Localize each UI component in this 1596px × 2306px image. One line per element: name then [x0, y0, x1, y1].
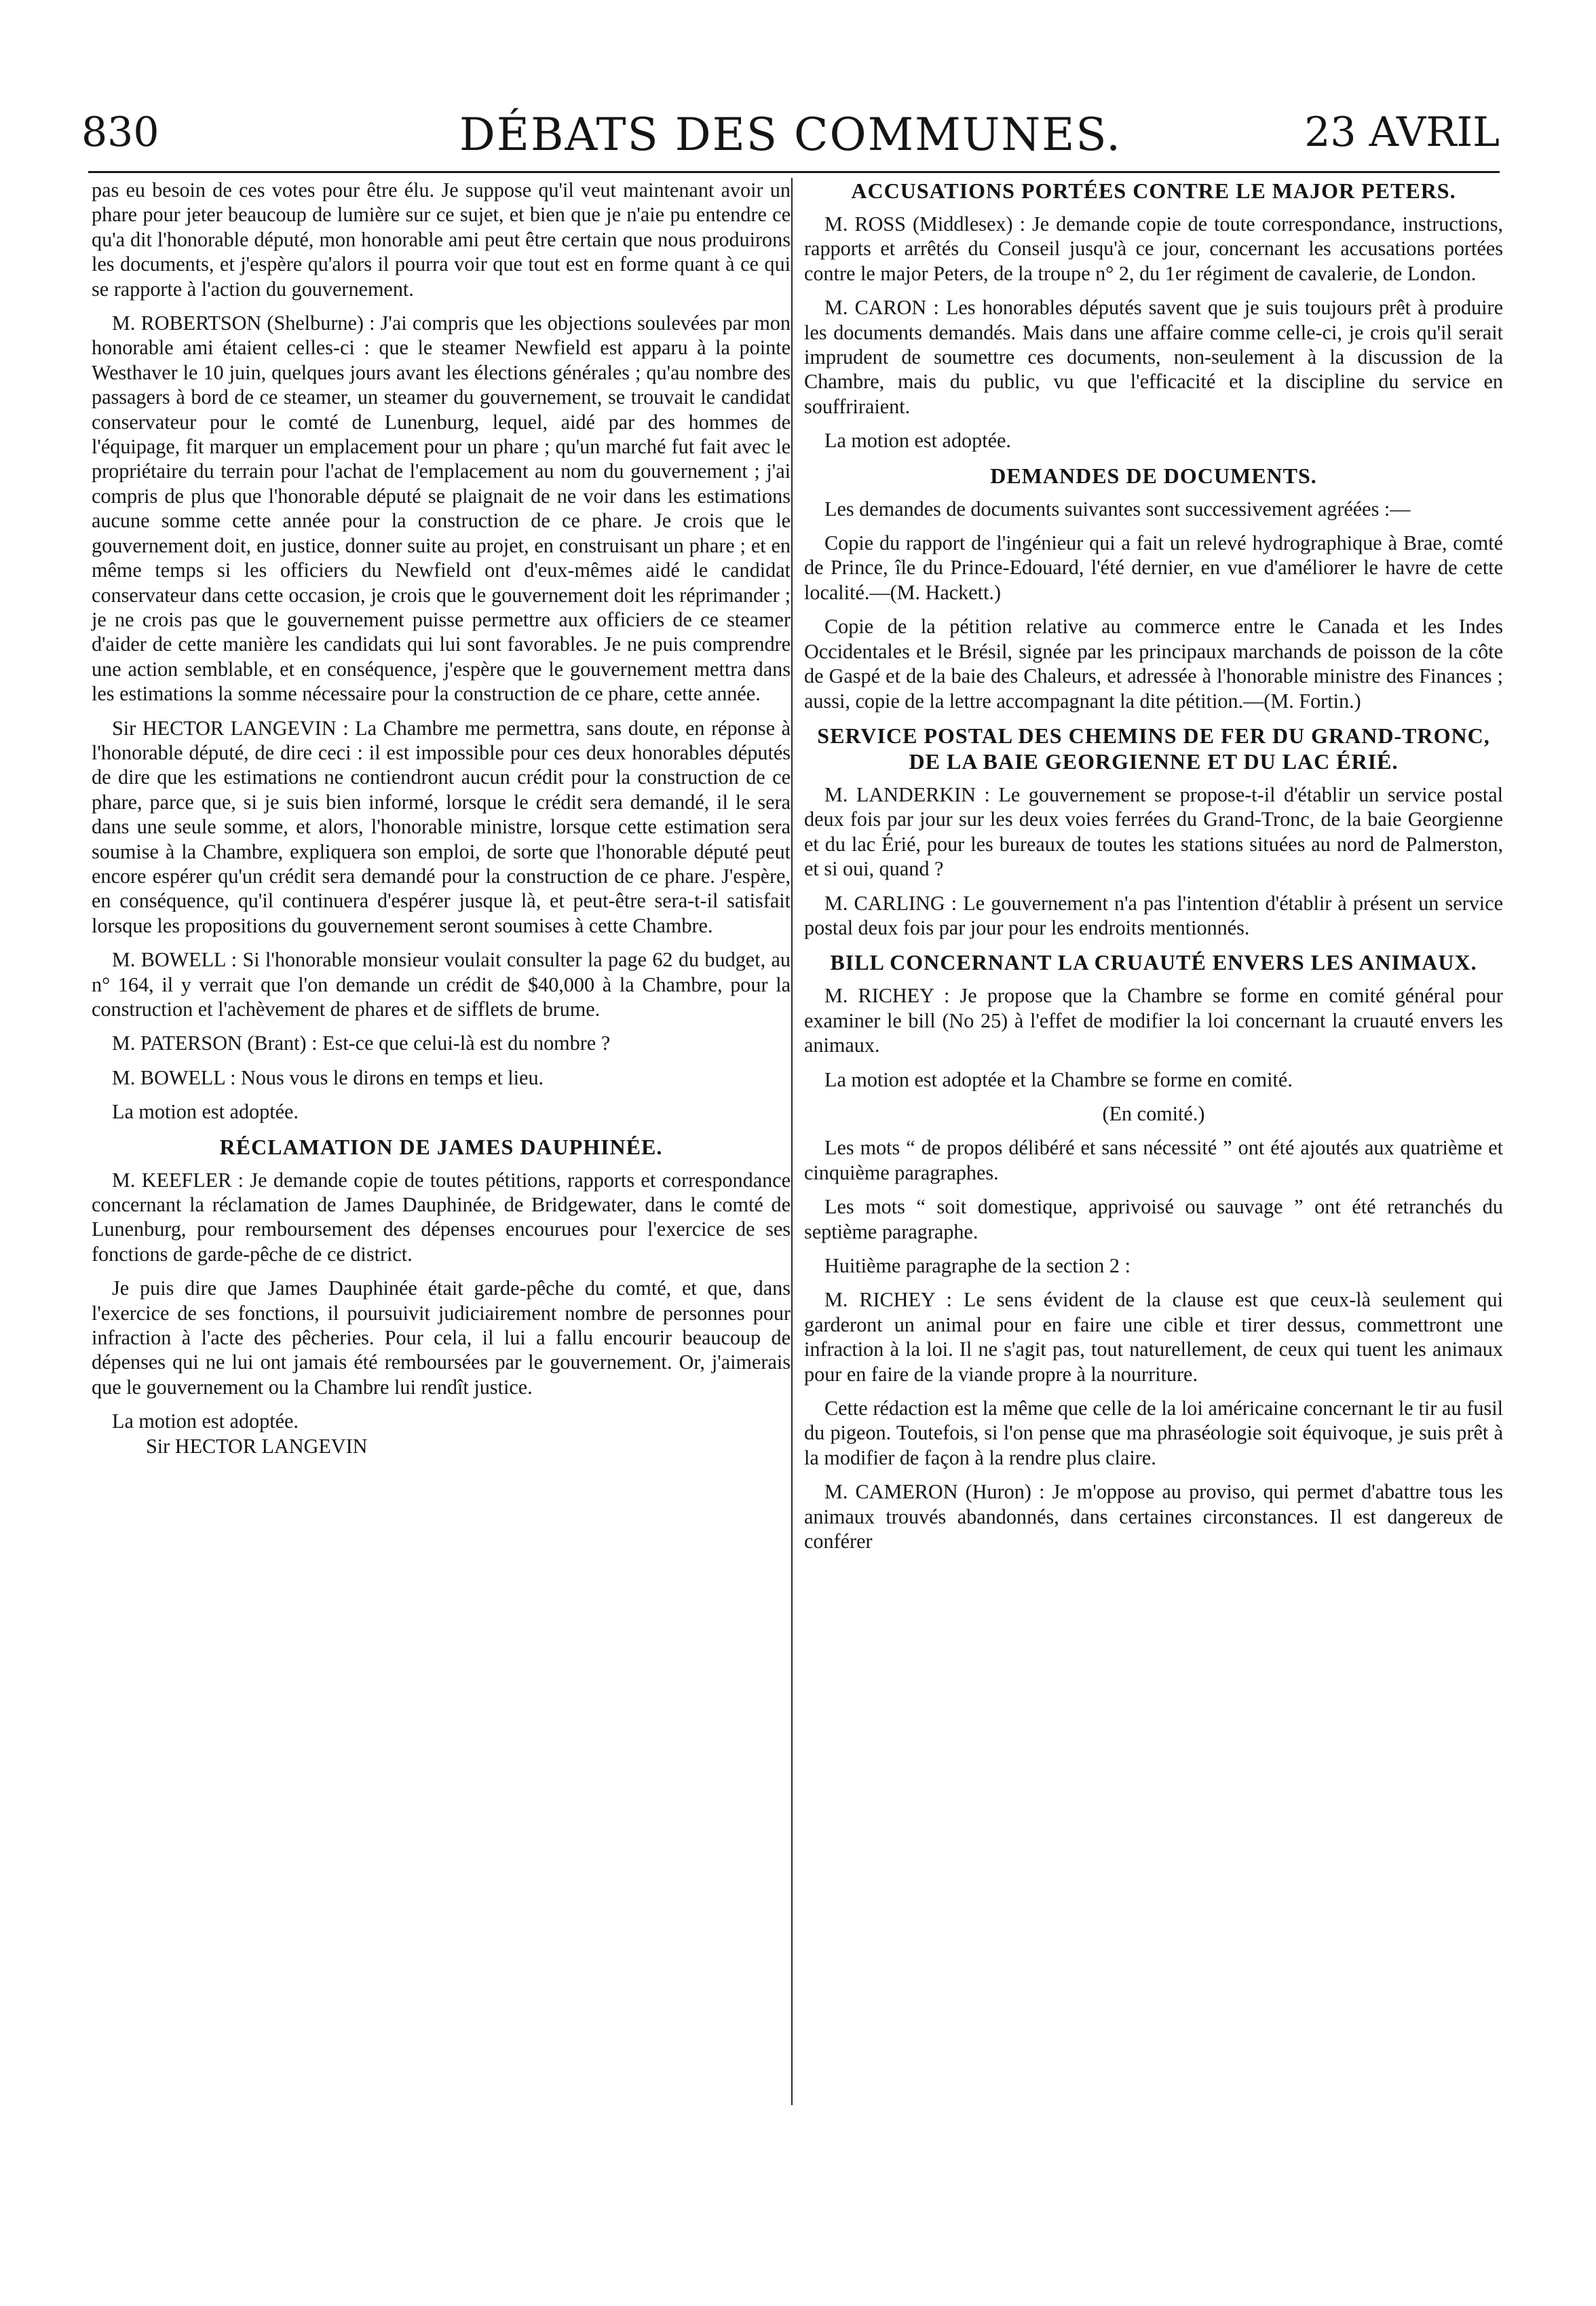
section-heading-peters: ACCUSATIONS PORTÉES CONTRE LE MAJOR PETERS.	[851, 178, 1456, 203]
right-paragraph-demandes: Les demandes de documents suivantes sont successivement agréées :—	[824, 497, 1411, 521]
right-en-comite: (En comité.)	[1102, 1101, 1205, 1125]
left-motion-adopted: La motion est adoptée.	[112, 1100, 299, 1124]
right-paragraph-ross: M. ROSS (Middlesex) : Je demande copie de toute correspondance, instructions, rapports et arrêtés du Conseil jusqu'à ce jour, concernant les accusations portées contre le major Peters, de la troupe n° 2, du 1er régiment de cavalerie, de London.	[804, 212, 1503, 285]
right-paragraph-hackett: Copie du rapport de l'ingénieur qui a fait un relevé hydrographique à Brae, comté de Prince, île du Prince-Edouard, l'été dernier, en vue d'améliorer le havre de cette localité.—(M. Hackett.)	[804, 531, 1503, 604]
right-paragraph-cameron: M. CAMERON (Huron) : Je m'oppose au proviso, qui permet d'abattre tous les animaux trouvés abandonnés, dans certaines circonstances. Il est dangereux de conférer	[804, 1480, 1503, 1553]
page-date: 23 AVRIL	[1304, 109, 1500, 156]
left-paragraph-paterson: M. PATERSON (Brant) : Est-ce que celui-là est du nombre ?	[112, 1032, 611, 1055]
section-heading-demandes: DEMANDES DE DOCUMENTS.	[990, 463, 1317, 488]
left-paragraph-langevin: Sir HECTOR LANGEVIN : La Chambre me permettra, sans doute, en réponse à l'honorable député, de dire ceci : il est impossible pour ces deux honorables députés de dire que les estimations ne contiendront aucun crédit pour la construction de ce phare, parce que, si je suis bien informé, lorsque le crédit sera demandé, il le sera dans une seule somme, et alors, l'honorable ministre, lorsque cette estimation sera soumise à la Chambre, expliquera son emploi, de sorte que l'honorable député peut encore espérer qu'un crédit sera demandé pour la construction de ce phare. J'espère, en conséquence, qu'il continuera d'espérer jusque là, et peut-être sera-t-il satisfait lorsque les propositions du gouvernement seront soumises à cette Chambre.	[92, 716, 791, 937]
right-paragraph-mots-1: Les mots “ de propos délibéré et sans nécessité ” ont été ajoutés aux quatrième et cinquième paragraphes.	[804, 1136, 1503, 1184]
left-paragraph-bowell-reply: M. BOWELL : Nous vous le dirons en temps et lieu.	[112, 1065, 544, 1089]
right-motion-adopted: La motion est adoptée.	[824, 429, 1011, 453]
right-paragraph-mots-2: Les mots “ soit domestique, apprivoisé ou sauvage ” ont été retranchés du septième paragraphe.	[804, 1195, 1503, 1243]
right-paragraph-fortin: Copie de la pétition relative au commerce entre le Canada et les Indes Occidentales et le Brésil, signée par les principaux marchands de poisson de la côte de Gaspé et de la baie des Chaleurs, et adressée à l'honorable ministre des Finances ; aussi, copie de la lettre accompagnant la dite pétition.—(M. Fortin.)	[804, 615, 1503, 713]
right-paragraph-landerkin: M. LANDERKIN : Le gouvernement se propose-t-il d'établir un service postal deux fois par jour sur les deux voies ferrées du Grand-Tronc, de la baie Georgienne et du lac Érié, pour les bureaux de toutes les stations situées au nord de Palmerston, et si oui, quand ?	[804, 782, 1503, 881]
right-paragraph-comite: La motion est adoptée et la Chambre se forme en comité.	[824, 1067, 1293, 1091]
right-paragraph-richey: M. RICHEY : Je propose que la Chambre se forme en comité général pour examiner le bill (No 25) à l'effet de modifier la loi concernant la cruauté envers les animaux.	[804, 984, 1503, 1057]
column-divider	[791, 178, 793, 2105]
page-header	[81, 95, 1500, 170]
running-title: DÉBATS DES COMMUNES.	[459, 109, 1122, 161]
left-paragraph-1: pas eu besoin de ces votes pour être élu. Je suppose qu'il veut maintenant avoir un phare pour jeter beaucoup de lumière sur ce sujet, et bien que je n'aie pu entendre ce qu'a dit l'honorable député, mon honorable ami peut être certain que nous produirons les documents, et j'espère qu'alors il pourra voir que tout est en forme quant à ce qui se rapporte à l'action du gouvernement.	[92, 178, 791, 301]
right-paragraph-carling: M. CARLING : Le gouvernement n'a pas l'intention d'établir à présent un service postal deux fois par jour pour les endroits mentionnés.	[804, 891, 1503, 939]
right-paragraph-redaction: Cette rédaction est la même que celle de la loi américaine concernant le tir au fusil du pigeon. Toutefois, si l'on pense que ma phraséologie soit équivoque, je suis prêt à la modifier de façon à la rendre plus claire.	[804, 1397, 1503, 1469]
left-paragraph-robertson: M. ROBERTSON (Shelburne) : J'ai compris que les objections soulevées par mon honorable ami étaient celles-ci : que le steamer Newfield est apparu à la pointe Westhaver le 10 juin, quelques jours avant les élections générales ; qu'au nombre des passagers à bord de ce steamer, un steamer du gouvernement, se trouvait le candidat conservateur pour le comté de Lunenburg, lequel, aidé par des hommes de l'équipage, fit marquer un emplacement pour un phare ; qu'un marché fut fait avec le propriétaire du terrain pour l'achat de l'emplacement au nom du gouvernement ; j'ai compris de plus que l'honorable député se plaignait de ne voir dans les estimations aucune somme cette année pour la construction de ce phare. Je crois que le gouvernement doit, en justice, donner suite au projet, en construisant un phare ; et en même temps si les officiers du Newfield ont d'eux-mêmes aidé le candidat conservateur dans cette occasion, je crois que le gouvernement doit les réprimander ; je ne crois pas que le gouvernement puisse permettre aux officiers de ce steamer d'aider de cette manière les candidats qui lui sont favorables. Je ne puis comprendre une action semblable, et en conséquence, j'espère que le gouvernement mettra dans les estimations la somme nécessaire pour la construction de ce phare, cette année.	[92, 311, 791, 706]
left-column	[92, 178, 791, 1458]
left-motion-adopted-2: La motion est adoptée.	[112, 1410, 299, 1433]
left-paragraph-keefler: M. KEEFLER : Je demande copie de toutes pétitions, rapports et correspondance concernant la réclamation de James Dauphinée, de Bridgewater, dans le comté de Lunenburg, pour remboursement des dépenses encourues pour l'exercice de ses fonctions de garde-pêche de ce district.	[92, 1168, 791, 1266]
section-heading-cruaute: BILL CONCERNANT LA CRUAUTÉ ENVERS LES ANIMAUX.	[830, 950, 1477, 975]
section-heading-service-postal: SERVICE POSTAL DES CHEMINS DE FER DU GRAND-TRONC, DE LA BAIE GEORGIENNE ET DU LAC ÉRIÉ.	[817, 723, 1490, 774]
right-paragraph-richey-2: M. RICHEY : Le sens évident de la clause est que ceux-là seulement qui garderont un animal pour en faire une cible et tirer dessus, commettront une infraction à la loi. Il ne s'agit pas, tout naturellement, de ceux qui tuent les animaux pour en faire de la viande propre à la nourriture.	[804, 1288, 1503, 1386]
left-paragraph-keefler-2: Je puis dire que James Dauphinée était garde-pêche du comté, et que, dans l'exercice de ses fonctions, il poursuivit judiciairement nombre de personnes pour infraction à l'acte des pêcheries. Pour cela, il lui a fallu encourir beaucoup de dépenses qui ne lui ont jamais été remboursées par le gouvernement. Or, j'aimerais que le gouvernement ou la Chambre lui rendît justice.	[92, 1277, 791, 1399]
left-paragraph-bowell: M. BOWELL : Si l'honorable monsieur voulait consulter la page 62 du budget, au n° 164, il y verrait que l'on demande un crédit de $40,000 à la Chambre, pour la construction et l'achèvement de phares et de sifflets de brume.	[92, 948, 791, 1021]
section-heading-dauphinee: RÉCLAMATION DE JAMES DAUPHINÉE.	[219, 1134, 663, 1159]
left-speaker-langevin: Sir HECTOR LANGEVIN	[146, 1434, 368, 1458]
page-number: 830	[81, 109, 159, 156]
right-paragraph-caron: M. CARON : Les honorables députés savent que je suis toujours prêt à produire les documents demandés. Mais dans une affaire comme celle-ci, je crois qu'il serait imprudent de soumettre ces documents, non-seulement à la discussion de la Chambre, mais du public, vu que l'efficacité et la discipline du service en souffriraient.	[804, 296, 1503, 418]
right-column	[804, 178, 1503, 1563]
right-paragraph-huitieme: Huitième paragraphe de la section 2 :	[824, 1254, 1130, 1277]
header-rule	[88, 171, 1500, 173]
